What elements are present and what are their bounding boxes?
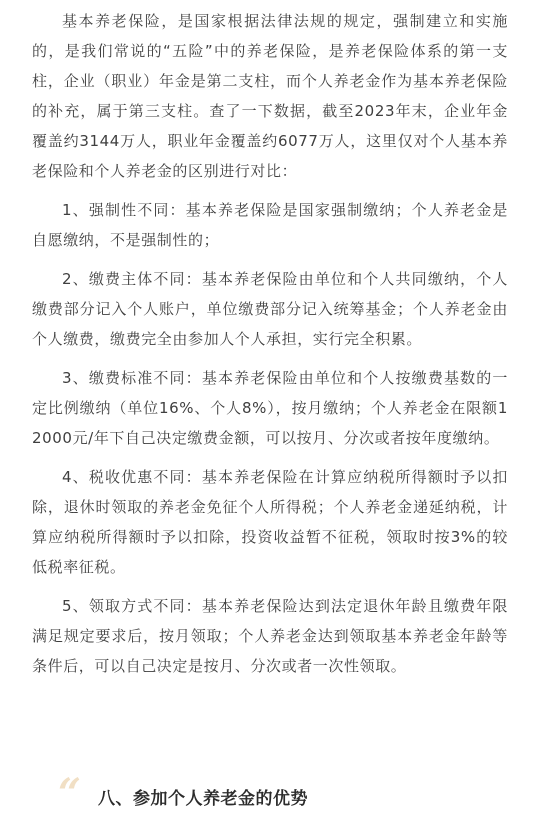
article-body [32, 6, 508, 690]
difference-item-standard: 3、缴费标准不同：基本养老保险由单位和个人按缴费基数的一定比例缴纳（单位16%、个人8%），按月缴纳；个人养老金在限额12000元/年下自己决定缴费金额，可以按月、分次或者按年度缴纳。 [32, 369, 508, 447]
intro-paragraph: 基本养老保险，是国家根据法律法规的规定，强制建立和实施的，是我们常说的“五险”中的养老保险，是养老保险体系的第一支柱，企业（职业）年金是第二支柱，而个人养老金作为基本养老保险的补充，属于第三支柱。查了一下数据，截至2023年末，企业年金覆盖约3144万人，职业年金覆盖约6077万人，这里仅对个人基本养老保险和个人养老金的区别进行对比： [32, 12, 508, 180]
quote-mark-icon: “ [58, 770, 82, 817]
difference-item-compulsory: 1、强制性不同：基本养老保险是国家强制缴纳；个人养老金是自愿缴纳，不是强制性的； [32, 201, 508, 249]
difference-item-withdrawal: 5、领取方式不同：基本养老保险达到法定退休年龄且缴费年限满足规定要求后，按月领取；个人养老金达到领取基本养老金年龄等条件后，可以自己决定是按月、分次或者一次性领取。 [32, 597, 508, 675]
difference-item-payer: 2、缴费主体不同：基本养老保险由单位和个人共同缴纳，个人缴费部分记入个人账户，单位缴费部分记入统筹基金；个人养老金由个人缴费，缴费完全由参加人个人承担，实行完全积累。 [32, 270, 508, 348]
section-title: 八、参加个人养老金的优势 [98, 789, 308, 809]
section-heading [58, 770, 508, 818]
difference-item-tax: 4、税收优惠不同：基本养老保险在计算应纳税所得额时予以扣除，退休时领取的养老金免征个人所得税；个人养老金递延纳税，计算应纳税所得额时予以扣除，投资收益暂不征税，领取时按3%的较低税率征税。 [32, 468, 508, 576]
